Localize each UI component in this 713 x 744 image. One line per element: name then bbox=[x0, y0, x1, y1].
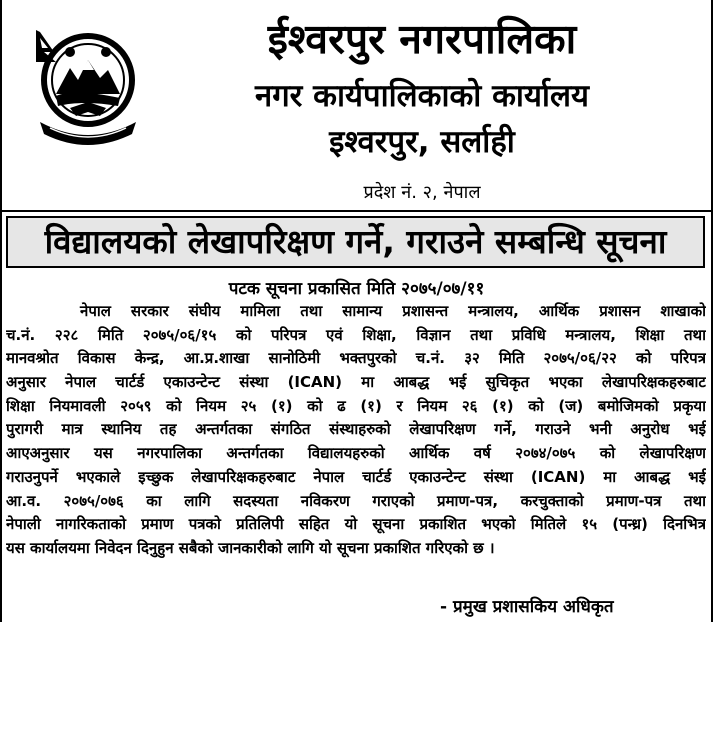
notice-line: गराउनुपर्ने भएकाले इच्छुक लेखापरिक्षकहरुबाट नेपाल चार्टर्ड एकाउन्टेन्ट संस्था (ICAN) मा आबद्ध भई bbox=[6, 467, 706, 486]
notice-banner-title: विद्यालयको लेखापरिक्षण गर्ने, गराउने सम्बन्धि सूचना bbox=[6, 216, 705, 268]
notice-line: नेपाल सरकार संघीय मामिला तथा सामान्य प्रशासन्त मन्त्रालय, आर्थिक प्रशासन शाखाको bbox=[80, 302, 706, 320]
letterhead bbox=[0, 0, 713, 212]
signature-line: - प्रमुख प्रशासकिय अधिकृत bbox=[440, 597, 614, 617]
office-location: इश्वरपुर, सर्लाही bbox=[329, 124, 515, 160]
notice-line: शिक्षा नियमावली २०५९ को नियम २५ (१) को ढ (१) र नियम २६ (१) को (ज) बमोजिमको प्रकृया bbox=[6, 396, 706, 415]
municipality-title: ईश्वरपुर नगरपालिका bbox=[267, 15, 577, 63]
notice-line: पुरागरी मात्र स्थानिय तह अन्तर्गतका संगठित संस्थाहरुको लेखापरिक्षण गर्ने, गराउने भनी अनुरोध भई bbox=[6, 420, 706, 439]
notice-line: यस कार्यालयमा निवेदन दिनुहुन सबैको जानकारीको लागि यो सूचना प्रकाशित गरिएको छ । bbox=[6, 538, 495, 557]
notice-body bbox=[6, 300, 706, 561]
notice-line: मानवश्रोत विकास केन्द्र, आ.प्र.शाखा सानोठिमी भक्तपुरको च.नं. ३२ मिति २०७५/०६/२२ को परिपत्र bbox=[6, 349, 706, 368]
publication-date-heading: पटक सूचना प्रकासित मिति २०७५/०७/११ bbox=[228, 279, 485, 299]
nepal-government-emblem-icon bbox=[26, 22, 144, 150]
notice-line: नेपाली नागरिकताको प्रमाण पत्रको प्रतिलिपी सहित यो सूचना प्रकाशित भएको मितिले १५ (पन्ध्र) दिनभित्र bbox=[6, 515, 706, 534]
office-subtitle: नगर कार्यपालिकाको कार्यालय bbox=[255, 78, 589, 114]
notice-line: आएअनुसार यस नगरपालिका अन्तर्गतका विद्यालयहरुको आर्थिक वर्ष २०७४/०७५ को लेखापरिक्षण bbox=[6, 444, 706, 463]
notice-line: अनुसार नेपाल चार्टर्ड एकाउन्टेन्ट संस्था (ICAN) मा आबद्ध भई सुचिकृत भएका लेखापरिक्षकहरुबाट bbox=[6, 373, 706, 392]
notice-line: आ.व. २०७५/०७६ का लागि सदस्यता नविकरण गराएको प्रमाण-पत्र, करचुक्ताको प्रमाण-पत्र तथा bbox=[6, 491, 706, 510]
notice-line: च.नं. २२८ मिति २०७५/०६/१५ को परिपत्र एवं शिक्षा, विज्ञान तथा प्रविधि मन्त्रालय, शिक्षा तथा bbox=[6, 325, 706, 344]
province-line: प्रदेश नं. २, नेपाल bbox=[363, 182, 481, 203]
